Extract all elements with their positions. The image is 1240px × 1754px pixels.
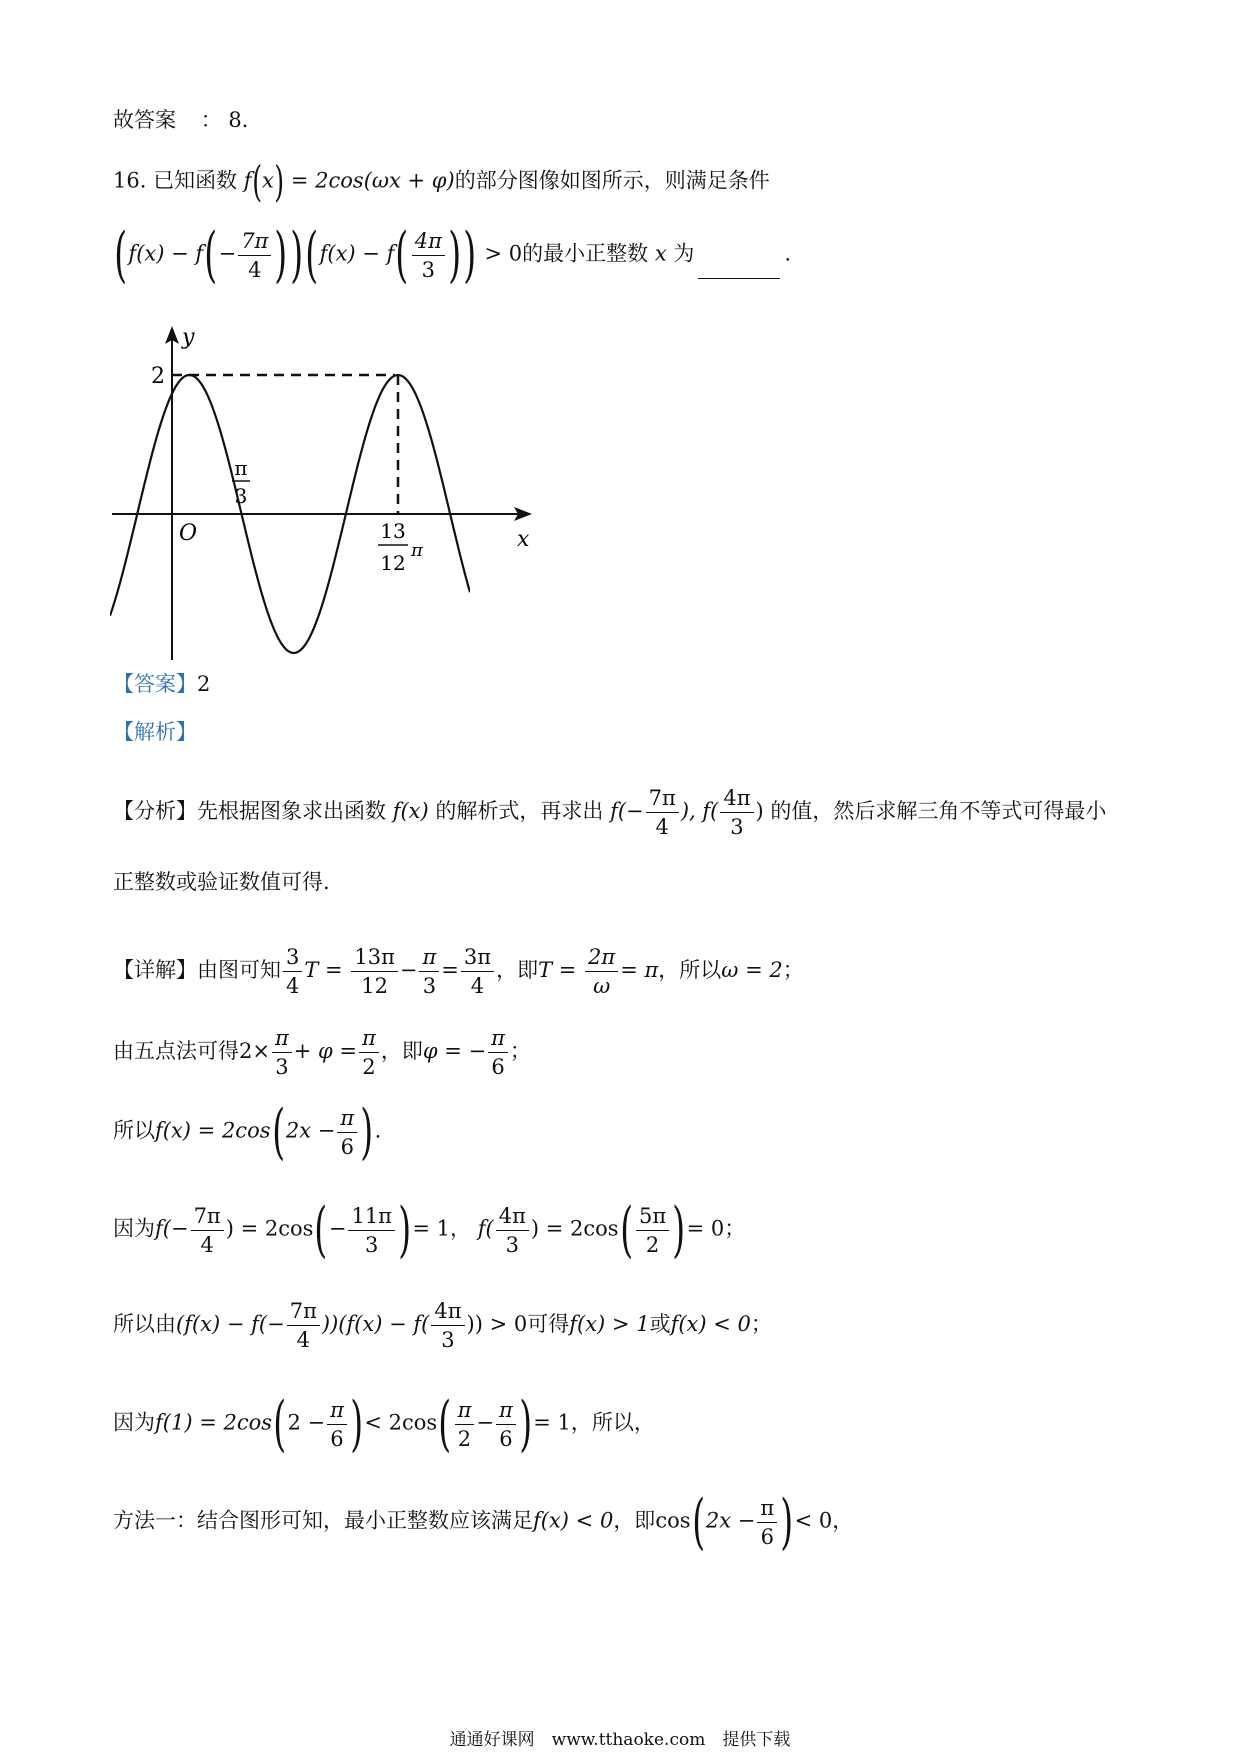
answer-blank <box>698 278 780 279</box>
fenxi-line2: 正整数或验证数值可得. <box>113 870 330 894</box>
max-value-label: 2 <box>151 364 165 389</box>
question-number: 16. <box>113 168 147 193</box>
analysis-tag: 【解析】 <box>113 720 197 744</box>
x-axis-label: x <box>517 527 530 552</box>
x-tick-label-den: 12 <box>380 551 406 575</box>
origin-label: O <box>179 521 198 546</box>
previous-answer-value: 8 <box>228 108 242 132</box>
wudian-line: 由五点法可得2× $\frac{\pi}{3}$ + φ = $\frac{\pi}{2}$ ，即φ = − $\frac{\pi}{6}$ ； <box>113 1026 531 1079</box>
zero-label-den: 3 <box>234 484 248 508</box>
x-tick-label-pi: π <box>411 540 423 561</box>
function-graph <box>110 320 550 670</box>
answer-tag: 【答案】 <box>113 672 197 696</box>
y-axis-label: y <box>182 325 195 350</box>
yinwei-line2: 因为f(1) = 2cos(2 − $\frac{\pi}{6}$ )< 2cos( $\frac{\pi}{2}$ − $\frac{\pi}{6}$ )= 1，所以， <box>113 1389 655 1459</box>
x-tick-label-num: 13 <box>380 519 406 543</box>
function-definition: = 2cos(ωx + φ) <box>290 168 455 193</box>
answer-line <box>113 669 210 699</box>
question-16-line1: 16. 已知函数 f(x) = 2cos(ωx + φ)的部分图像如图所示，则满足条件 <box>113 157 770 206</box>
yinwei-line1: 因为f(− $\frac{7\pi}{4}$ ) = 2cos(− $\frac{11\pi}{3}$ )= 1， f( $\frac{4\pi}{3}$ ) = 2cos( $\frac{5\pi}{2}$ )= 0； <box>113 1195 746 1265</box>
question-16-condition: (f(x) − f(− $\frac{7\pi}{4}$ ))(f(x) − f( $\frac{4\pi}{3}$ )) > 0的最小正整数 x 为 . <box>114 220 792 290</box>
xiangjie-line: 【详解】由图可知 $\frac{3}{4}$ T = $\frac{13\pi}{12}$ − $\frac{\pi}{3}$ = $\frac{3\pi}{4}$ ，即T = $\frac{2\pi}{\omega}$ = π，所以ω = 2； <box>113 945 804 998</box>
fangfa-line: 方法一：结合图形可知，最小正整数应该满足f(x) < 0，即cos(2x − $\frac{\pi}{6}$ )< 0， <box>113 1487 854 1557</box>
suoyiyou-line: 所以由(f(x) − f(− $\frac{7\pi}{4}$ ))(f(x) − f( $\frac{4\pi}{3}$ )) > 0可得f(x) > 1或f(x) < 0； <box>113 1299 772 1352</box>
previous-answer-line: 故答案 ： 8． <box>113 108 263 132</box>
previous-answer-label: 故答案 <box>113 108 176 132</box>
page-footer: 通通好课网 www.tthaoke.com 提供下载 <box>449 1730 791 1750</box>
fenxi-line: 【分析】先根据图象求出函数 f(x) 的解析式，再求出 f(− $\frac{7\pi}{4}$ ), f( $\frac{4\pi}{3}$ ) 的值，然后求解三角不等式可得最小 <box>113 786 1107 839</box>
zero-label-num: π <box>234 456 248 480</box>
answer-value: 2 <box>197 672 211 696</box>
suoyi-line: 所以f(x) = 2cos(2x − $\frac{\pi}{6}$ ). <box>113 1097 382 1167</box>
